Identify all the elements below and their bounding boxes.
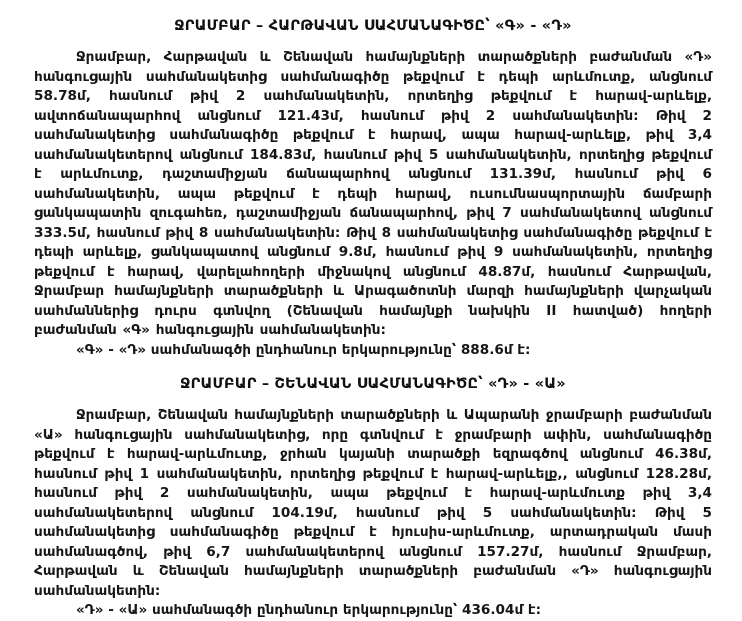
total-length-line: «Դ» - «Ա» սահմանագծի ընդհանուր երկարությունը՝ 436.04մ է: (76, 602, 542, 618)
section-jrambar-hartavan (34, 18, 712, 360)
boundary-description-paragraph: Ջրամբար, Հարթավան և Շենավան համայնքների տարածքների բաժանման «Դ» հանգուցային սահմանակետից սահմանագիծը թեքվում է դեպի արևմուտք, անցնում 58.78մ, հասնում թիվ 2 սահմանակետին, որտեղից թեքվում է հարավ-արևելք, ավտոճանապարհով անցնում 121.43մ, հասնում թիվ 2 սահմանակետին: Թիվ 2 սահմանակետից սահմանագիծը թեքվում է հարավ, ապա հարավ-արևելք, թիվ 3,4 սահմանակետերով անցնում 184.83մ, հասնում թիվ 5 սահմանակետին, որտեղից թեքվում է արևմուտք, դաշտամիջյան ճանապարհով անցնում 131.39մ, հասնում թիվ 6 սահմանակետին, ապա թեքվում է դեպի հարավ, ուսումնասպորտային ճամբարի ցանկապատին զուգահեռ, դաշտամիջյան ճանապարհով, թիվ 7 սահմանակետով անցնում 333.5մ, հասնում թիվ 8 սահմանակետին: Թիվ 8 սահմանակետից սահմանագիծը թեքվում է դեպի արևելք, ցանկապատով անցնում 9.8մ, հասնում թիվ 9 սահմանակետին, որտեղից թեքվում է հարավ, վարելահողերի միջնակով անցնում 48.87մ, հասնում Հարթավան, Ջրամբար համայնքների տարածքների և Արագածոտնի մարզի համայնքների վարչական սահմաններից դուրս գտնվող (Շենավան համայնքի նախկին II հատված) հողերի բաժանման «Գ» հանգուցային սահմանակետին: (34, 49, 712, 338)
total-length-line: «Գ» - «Դ» սահմանագծի ընդհանուր երկարությունը՝ 888.6մ է: (76, 341, 531, 358)
section-heading-jrambar-hartavan: ՋՐԱՄԲԱՐ – ՀԱՐԹԱՎԱՆ ՍԱՀՄԱՆԱԳԻԾԸ՝ «Գ» - «Դ» (174, 18, 572, 34)
boundary-description-paragraph: Ջրամբար, Շենավան համայնքների տարածքների և Ապարանի ջրամբարի բաժանման «Ա» հանգուցային սահմանակետից, որը գտնվում է ջրամբարի ափին, սահմանագիծը թեքվում է հարավ-արևմուտք, ջրհան կայանի տարածքի եզրագծով անցնում 46.38մ, հասնում թիվ 1 սահմանակետին, որտեղից թեքվում է հարավ-արևելք,, անցնում 128.28մ, հասնում թիվ 2 սահմանակետին, ապա թեքվում է հարավ-արևմուտք թիվ 3,4 սահմանակետերով անցնում 104.19մ, հասնում թիվ 5 սահմանակետին: Թիվ 5 սահմանակետից սահմանագիծը թեքվում է հյուսիս-արևմուտք, արտադրական մասի սահմանագծով, թիվ 6,7 սահմանակետերով անցնում 157.27մ, հասնում Ջրամբար, Հարթավան և Շենավան համայնքների տարածքների բաժանման «Դ» հանգուցային սահմանակետին: (34, 407, 712, 599)
section-heading-jrambar-shenavan: ՋՐԱՄԲԱՐ – ՇԵՆԱՎԱՆ ՍԱՀՄԱՆԱԳԻԾԸ՝ «Դ» - «Ա» (180, 376, 566, 392)
section-jrambar-shenavan (34, 376, 712, 621)
